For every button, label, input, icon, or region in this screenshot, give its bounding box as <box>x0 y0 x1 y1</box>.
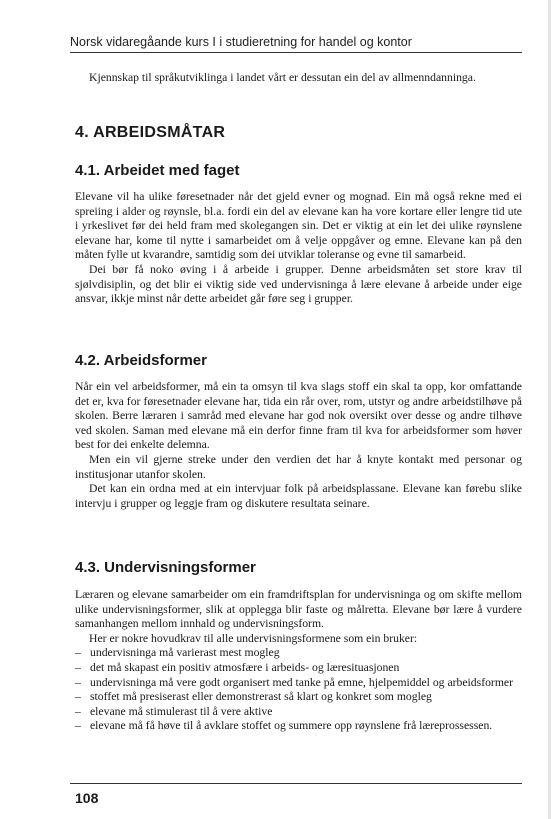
section-4-2-body <box>75 380 522 511</box>
running-header: Norsk vidaregåande kurs I i studieretning for handel og kontor <box>70 35 412 49</box>
paragraph: Når ein vel arbeidsformer, må ein ta omsyn til kva slags stoff ein skal ta opp, kor omfattande det er, kva for føresetnader elevane har, tida ein rår over, rom, utstyr og andre arbeidstilhøve på skolen. Berre læraren i samråd med elevane har god nok oversikt over desse og andre tilhøve ved skolen. Saman med elevane må ein derfor finne fram til kva for arbeidsformer som høver best for dei enkelte delemna. <box>75 380 522 452</box>
section-4-3-body <box>75 588 522 734</box>
paragraph: Elevane vil ha ulike føresetnader når det gjeld evner og mognad. Ein må også rekne med ei spreiing i alder og røynsle, bl.a. fordi ein del av elevane kan ha vore kortare eller lengre tid ute i yrkeslivet før dei held fram med skolegangen sin. Det er viktig at ein let dei ulike røynslene elevane har, kome til nytte i samarbeidet om å velje oppgåver og emne. Elevane kan på den måten fylle ut kvarandre, samtidig som dei utviklar toleranse og evne til samarbeid. <box>75 190 522 262</box>
footer-rule <box>70 783 522 784</box>
paragraph: Men ein vil gjerne streke under den verdien det har å knyte kontakt med personar og institusjonar utanfor skolen. <box>75 452 522 481</box>
header-rule <box>70 52 522 53</box>
list-item: – undervisninga må varierast mest mogleg <box>75 646 522 661</box>
page-number: 108 <box>75 790 99 806</box>
section-4-3-heading: 4.3. Undervisningsformer <box>75 559 256 576</box>
section-4-1-heading: 4.1. Arbeidet med faget <box>75 162 240 179</box>
paragraph: Her er nokre hovudkrav til alle undervisningsformene som ein bruker: <box>89 631 418 645</box>
requirements-list <box>75 646 522 734</box>
list-item: – stoffet må presiserast eller demonstrerast så klart og konkret som mogleg <box>75 690 522 705</box>
list-item: – elevane må stimulerast til å vere aktive <box>75 705 522 720</box>
section-4-1-body <box>75 190 522 307</box>
list-item: – elevane må få høve til å avklare stoffet og summere opp røynslene frå læreprossessen. <box>75 719 522 734</box>
paragraph: Læraren og elevane samarbeider om ein framdriftsplan for undervisninga og om skifte mellom ulike undervisningsformer, slik at opplegga blir faste og målretta. Elevane bør lære å vurdere samanhangen mellom innhald og undervisningsform. <box>75 588 522 631</box>
section-4-heading: 4. ARBEIDSMÅTAR <box>75 124 226 141</box>
list-item: – det må skapast ein positiv atmosfære i arbeids- og læresituasjonen <box>75 661 522 676</box>
intro-paragraph <box>75 71 522 86</box>
section-4-2-heading: 4.2. Arbeidsformer <box>75 352 207 369</box>
paragraph: Dei bør få noko øving i å arbeide i grupper. Denne arbeidsmåten set store krav til sjølvdisiplin, og det blir ei viktig side ved undervisninga å lære elevane å arbeide under eige ansvar, ikkje minst når dette arbeidet går føre seg i grupper. <box>75 262 522 306</box>
intro-text: Kjennskap til språkutviklinga i landet vårt er dessutan ein del av allmenndanninga. <box>89 71 476 84</box>
list-item: – undervisninga må vere godt organisert med tanke på emne, hjelpemiddel og arbeidsformer <box>75 676 522 691</box>
paragraph: Det kan ein ordna med at ein intervjuar folk på arbeidsplassane. Elevane kan førebu slike intervju i grupper og leggje fram og diskutere resultata seinare. <box>75 482 522 510</box>
